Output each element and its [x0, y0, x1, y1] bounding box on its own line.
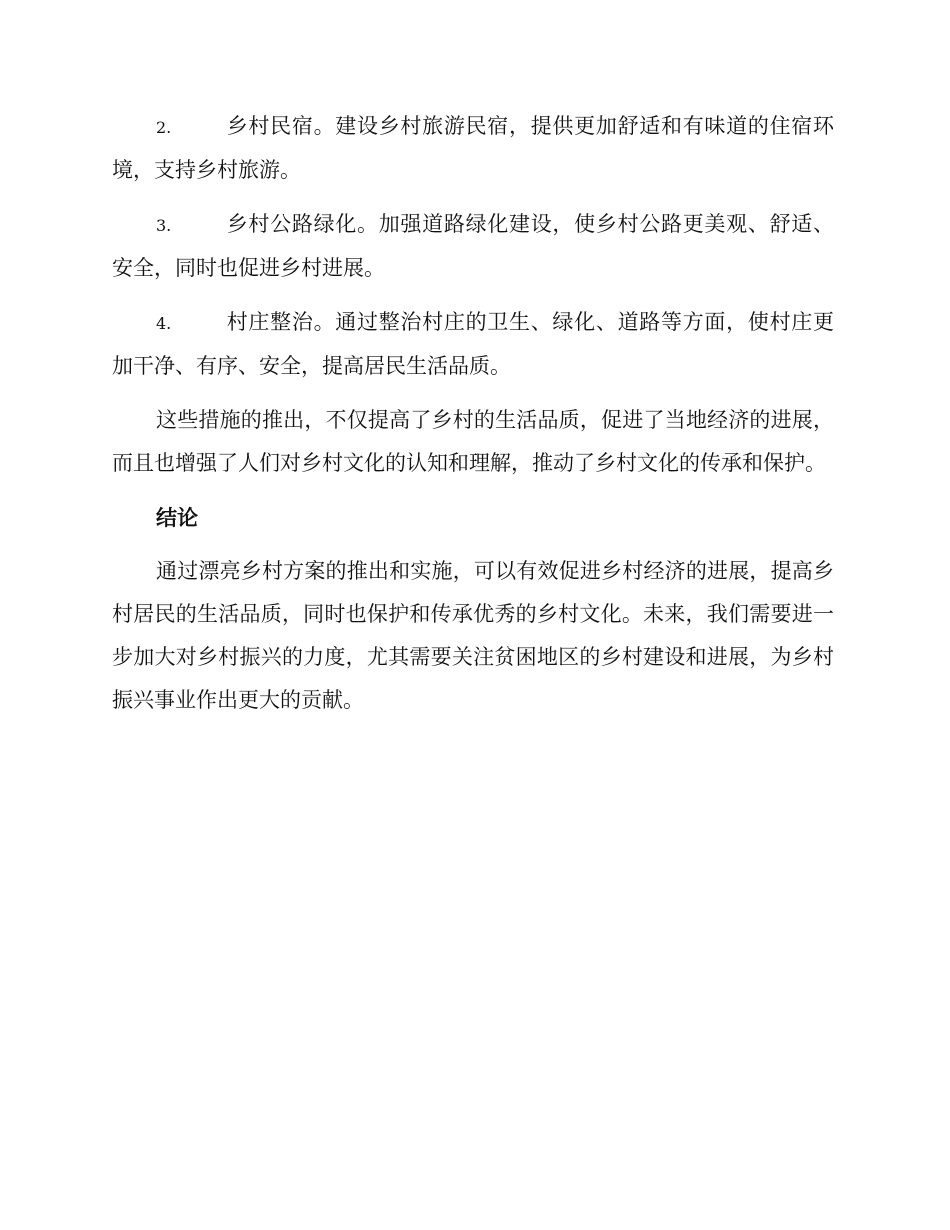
list-item-number: 2. — [156, 118, 172, 137]
document-body — [112, 105, 834, 733]
list-item-text: 村庄整治。通过整治村庄的卫生、绿化、道路等方面，使村庄更加干净、有序、安全，提高居民生活品质。 — [112, 310, 834, 378]
conclusion-paragraph: 通过漂亮乡村方案的推出和实施，可以有效促进乡村经济的进展，提高乡村居民的生活品质，同时也保护和传承优秀的乡村文化。未来，我们需要进一步加大对乡村振兴的力度，尤其需要关注贫困地区的乡村建设和进展，为乡村振兴事业作出更大的贡献。 — [112, 559, 834, 712]
list-item-number: 3. — [156, 216, 172, 235]
list-item-text: 乡村民宿。建设乡村旅游民宿，提供更加舒适和有味道的住宿环境，支持乡村旅游。 — [112, 114, 834, 182]
list-item — [112, 203, 834, 290]
conclusion-heading: 结论 — [156, 505, 198, 530]
list-item — [112, 301, 834, 388]
list-item-number: 4. — [156, 314, 172, 333]
summary-paragraph: 这些措施的推出，不仅提高了乡村的生活品质，促进了当地经济的进展，而且也增强了人们对乡村文化的认知和理解，推动了乡村文化的传承和保护。 — [112, 408, 834, 475]
list-item — [112, 105, 834, 192]
list-item-text: 乡村公路绿化。加强道路绿化建设，使乡村公路更美观、舒适、安全，同时也促进乡村进展。 — [112, 212, 834, 280]
